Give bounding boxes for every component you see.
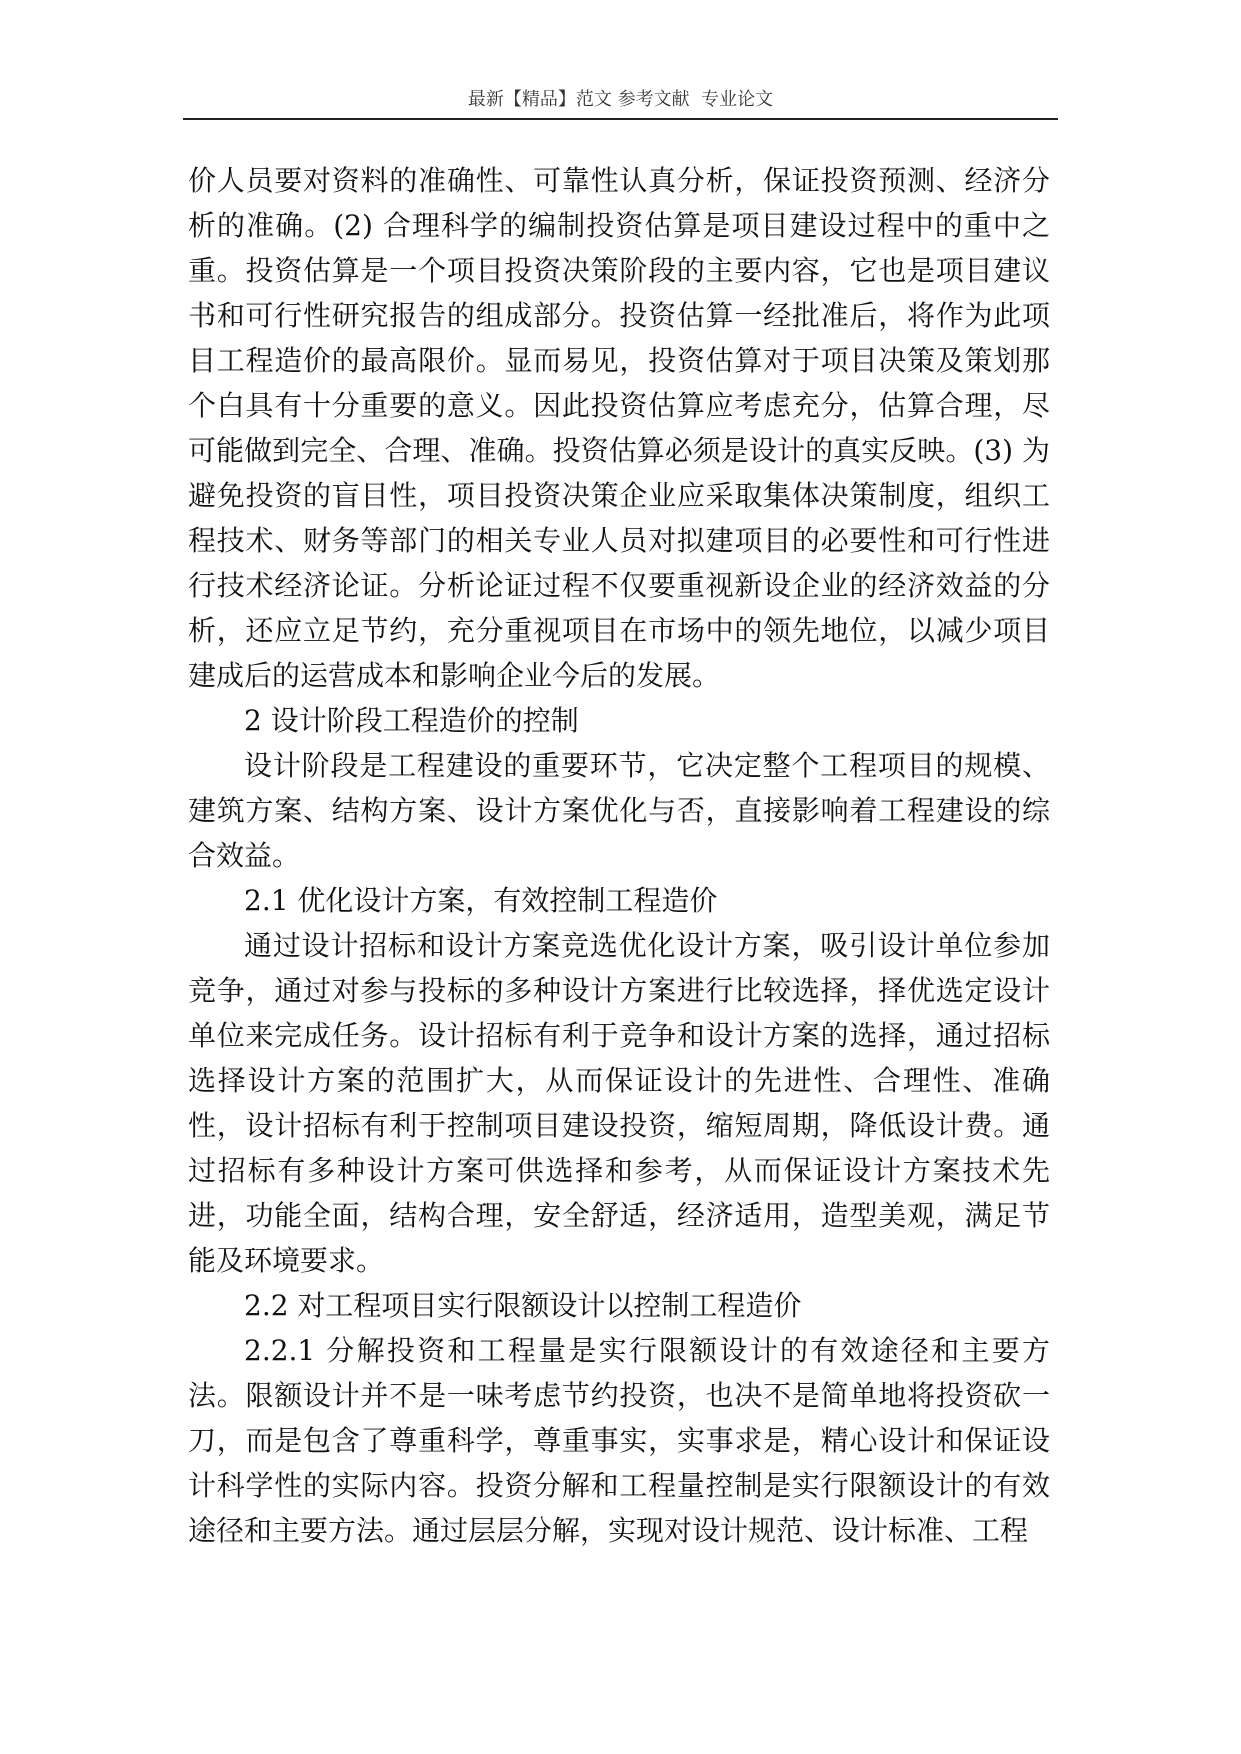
page-header (183, 86, 1058, 120)
paragraph-design-stage: 设计阶段是工程建设的重要环节，它决定整个工程项目的规模、建筑方案、结构方案、设计方案优化与否，直接影响着工程建设的综合效益。 (188, 749, 1050, 872)
paragraph-limit-design: 2.2.1 分解投资和工程量是实行限额设计的有效途径和主要方法。限额设计并不是一味考虑节约投资，也决不是简单地将投资砍一刀，而是包含了尊重科学，尊重事实，实事求是，精心设计和保证设计科学性的实际内容。投资分解和工程量控制是实行限额设计的有效途径和主要方法。通过层层分解，实现对设计规范、设计标准、工程 (188, 1334, 1050, 1547)
body-text (188, 158, 1050, 1553)
paragraph-continued: 价人员要对资料的准确性、可靠性认真分析，保证投资预测、经济分析的准确。(2) 合理科学的编制投资估算是项目建设过程中的重中之重。投资估算是一个项目投资决策阶段的主要内容，它也是项目建议书和可行性研究报告的组成部分。投资估算一经批准后，将作为此项目工程造价的最高限价。显而易见，投资估算对于项目决策及策划那个白具有十分重要的意义。因此投资估算应考虑充分，估算合理，尽可能做到完全、合理、准确。投资估算必须是设计的真实反映。(3) 为避免投资的盲目性，项目投资决策企业应采取集体决策制度，组织工程技术、财务等部门的相关专业人员对拟建项目的必要性和可行性进行技术经济论证。分析论证过程不仅要重视新设企业的经济效益的分析，还应立足节约，充分重视项目在市场中的领先地位，以减少项目建成后的运营成本和影响企业今后的发展。 (188, 164, 1050, 692)
section-heading-2-1: 2.1 优化设计方案，有效控制工程造价 (244, 884, 718, 917)
paragraph-design-bidding: 通过设计招标和设计方案竞选优化设计方案，吸引设计单位参加竞争，通过对参与投标的多种设计方案进行比较选择，择优选定设计单位来完成任务。设计招标有利于竞争和设计方案的选择，通过招标选择设计方案的范围扩大，从而保证设计的先进性、合理性、准确性，设计招标有利于控制项目建设投资，缩短周期，降低设计费。通过招标有多种设计方案可供选择和参考，从而保证设计方案技术先进，功能全面，结构合理，安全舒适，经济适用，造型美观，满足节能及环境要求。 (188, 929, 1050, 1277)
section-heading-2: 2 设计阶段工程造价的控制 (244, 704, 579, 737)
section-heading-2-2: 2.2 对工程项目实行限额设计以控制工程造价 (244, 1289, 802, 1322)
header-text: 最新【精品】范文 参考文献 专业论文 (467, 89, 774, 110)
